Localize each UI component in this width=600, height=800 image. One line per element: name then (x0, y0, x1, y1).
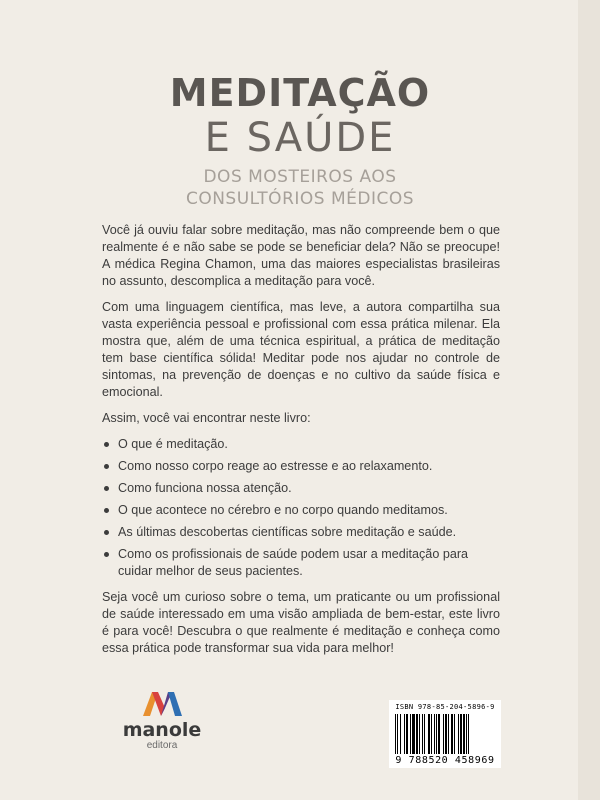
list-item-text: O que é meditação. (118, 437, 228, 451)
book-title-line2: E SAÚDE (204, 115, 396, 161)
bullet-icon (104, 442, 109, 447)
list-item (102, 524, 500, 541)
manole-m-icon (140, 688, 184, 718)
list-item-text: Como os profissionais de saúde podem usar a meditação para cuidar melhor de seus pacientes. (118, 547, 469, 578)
publisher-tagline: editora (146, 740, 178, 751)
book-subtitle (0, 166, 600, 210)
list-item (102, 458, 500, 475)
list-item-text: O que acontece no cérebro e no corpo quando meditamos. (118, 503, 448, 517)
bullet-intro: Assim, você vai encontrar neste livro: (102, 411, 311, 425)
bullet-icon (104, 464, 109, 469)
synopsis-paragraph-2: Com uma linguagem científica, mas leve, a autora compartilha sua vasta experiência pessoal e profissional com essa prática milenar. Ela mostra que, além de uma técnica espiritual, a prática de meditação tem base científica sólida! Meditar pode nos ajudar no controle de sintomas, na prevenção de doenças e no cultivo da saúde física e emocional. (102, 300, 500, 399)
synopsis (102, 222, 500, 666)
subtitle-line1: DOS MOSTEIROS AOS (203, 167, 397, 187)
bullet-icon (104, 486, 109, 491)
list-item (102, 480, 500, 497)
isbn-barcode (389, 700, 501, 768)
title-block (0, 70, 600, 210)
isbn-label: ISBN 978-85-204-5896-9 (395, 703, 495, 711)
barcode-icon (395, 714, 495, 754)
synopsis-paragraph-1: Você já ouviu falar sobre meditação, mas não compreende bem o que realmente é e não sabe se pode se beneficiar dela? Não se preocupe! A médica Regina Chamon, uma das maiores especialistas brasileiras no assunto, descomplica a meditação para você. (102, 223, 500, 288)
synopsis-paragraph-3: Seja você um curioso sobre o tema, um praticante ou um profissional de saúde interessado em uma visão ampliada de bem-estar, este livro é para você! Descubra o que realmente é meditação e conheça como essa prática pode transformar sua vida para melhor! (102, 590, 500, 655)
book-title-line1: MEDITAÇÃO (169, 71, 431, 115)
bullet-icon (104, 508, 109, 513)
list-item-text: As últimas descobertas científicas sobre meditação e saúde. (118, 525, 457, 539)
topics-list (102, 436, 500, 580)
list-item (102, 502, 500, 519)
list-item (102, 546, 500, 580)
publisher-name: manole (122, 719, 202, 741)
publisher-logo (112, 688, 212, 752)
list-item (102, 436, 500, 453)
bullet-icon (104, 552, 109, 557)
list-item-text: Como funciona nossa atenção. (118, 481, 292, 495)
bullet-icon (104, 530, 109, 535)
list-item-text: Como nosso corpo reage ao estresse e ao relaxamento. (118, 459, 433, 473)
subtitle-line2: CONSULTÓRIOS MÉDICOS (185, 189, 415, 209)
barcode-number: 9 788520 458969 (395, 755, 495, 766)
